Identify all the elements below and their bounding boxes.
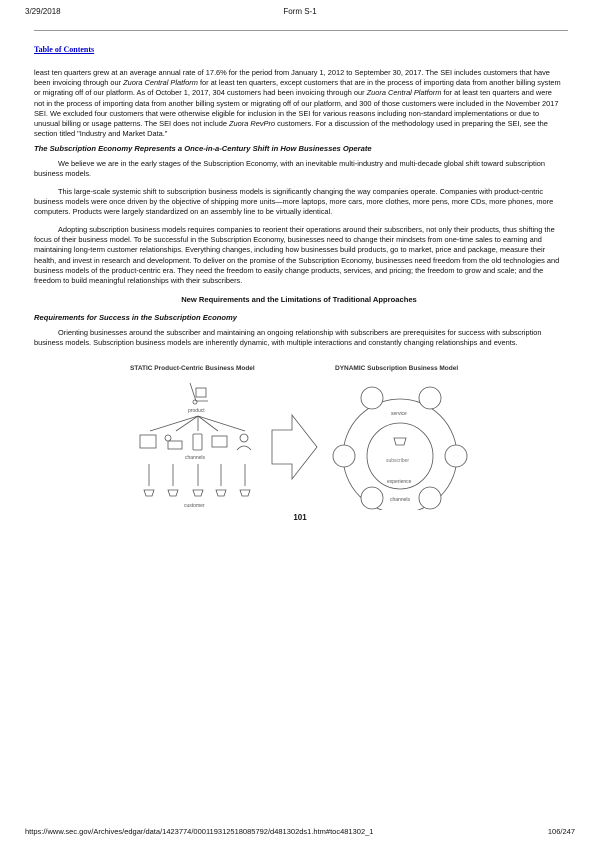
monitor-icon xyxy=(212,436,227,447)
transition-arrow-icon xyxy=(272,415,317,479)
phone-icon xyxy=(193,434,202,450)
channels-right-label: channels xyxy=(390,497,411,503)
monitor-icon xyxy=(445,445,467,467)
left-figure-title: STATIC Product-Centric Business Model xyxy=(130,365,255,372)
document-icon xyxy=(419,487,441,509)
customer-label: customer xyxy=(184,503,205,509)
section-heading: The Subscription Economy Represents a Once-in-a-Century Shift in How Businesses Operate xyxy=(34,144,372,153)
print-date: 3/29/2018 xyxy=(25,7,61,16)
product-arrows xyxy=(150,416,245,431)
support-agent-icon xyxy=(240,434,248,442)
right-figure-title: DYNAMIC Subscription Business Model xyxy=(335,365,459,372)
hand-truck-icon xyxy=(190,383,208,404)
delivery-icon xyxy=(361,387,383,409)
experience-label: experience xyxy=(387,479,412,485)
delivery-icon xyxy=(165,435,171,441)
paragraph-sei: least ten quarters grew at an average annual rate of 17.6% for the period from January 1, 2012 to September 30, 2017. The SEI includes customers that have been invoicing through our Zuora Central Platform for at least ten quarters, except customers that are in the process of importing data from another billing system or migrating off of our platform. As of October 1, 2017, 304 customers had been invoicing through our Zuora Central Platform for at least ten quarters and were not in the process of importing data from another billing system or migrating off of our platform, and 300 of those customers were included in the November 2017 SEI. We excluded four customers that were otherwise eligible for inclusion in the SEI for various reasons including non-standard implementations or due to unusual billing or usage patterns. The SEI does not include Zuora RevPro customers. For a discussion of the methodology used in preparing the SEI, see the section titled "Industry and Market Data." xyxy=(34,68,561,139)
document-title: Form S-1 xyxy=(283,7,317,16)
subsection-heading: Requirements for Success in the Subscription Economy xyxy=(34,313,237,322)
store-icon xyxy=(419,387,441,409)
table-of-contents-link[interactable]: Table of Contents xyxy=(34,45,95,54)
paragraph: Orienting businesses around the subscriber and maintaining an ongoing relationship with subscribers are prerequisites for success with subscription business models. Subscription business models are inherently dynamic, with multiple interactions and constantly changing relationships and events. xyxy=(34,328,542,348)
subscriber-label: subscriber xyxy=(386,458,410,464)
subscriber-icon xyxy=(394,438,406,445)
phone-icon xyxy=(333,445,355,467)
support-agent-icon xyxy=(361,487,383,509)
product-label: product xyxy=(188,408,205,414)
footer-page-count: 106/247 xyxy=(547,827,575,836)
page-number: 101 xyxy=(293,513,307,522)
paragraph: This large-scale systemic shift to subscription business models is significantly changing the way companies operate. Companies with product-centric business models were once driven by the objective of shipping more units—more laptops, more cars, more clothes, more pens, more CDs, more phones, more computers. Products were largely standardized on an assembly line to be virtually identical. xyxy=(34,187,554,217)
footer-url: https://www.sec.gov/Archives/edgar/data/1423774/000119312518085792/d481302ds1.htm#toc481302_1 xyxy=(25,827,374,836)
store-icon xyxy=(140,435,156,448)
paragraph: Adopting subscription business models requires companies to reorient their operations around their subscribers, not only their products, thus shifting the focus of their business model. To be successful in the Subscription Economy, businesses need to change their mindsets from one-time sales to earning and maintaining long-term customer relationships. Everything changes, including how businesses build products, go to market, price and package, measure their health, and invest in research and development. To deliver on the promise of the Subscription Economy, businesses need freedom from the old technologies and business models of the product-centric era. They need the freedom to easily change products, services, and pricing; the freedom to grow and scale; and the freedom to build meaningful relationships with their subscribers. xyxy=(34,225,560,286)
customer-arrows xyxy=(149,464,245,486)
channels-label: channels xyxy=(185,455,206,461)
service-label: service xyxy=(391,411,407,417)
business-model-figure xyxy=(120,358,480,510)
section-heading-centered: New Requirements and the Limitations of Traditional Approaches xyxy=(181,295,417,304)
channel-icons xyxy=(140,434,251,450)
header-divider xyxy=(34,30,568,31)
customer-icons xyxy=(144,490,250,496)
paragraph: We believe we are in the early stages of the Subscription Economy, with an inevitable multi-industry and multi-decade global shift toward subscription business models. xyxy=(34,159,545,179)
